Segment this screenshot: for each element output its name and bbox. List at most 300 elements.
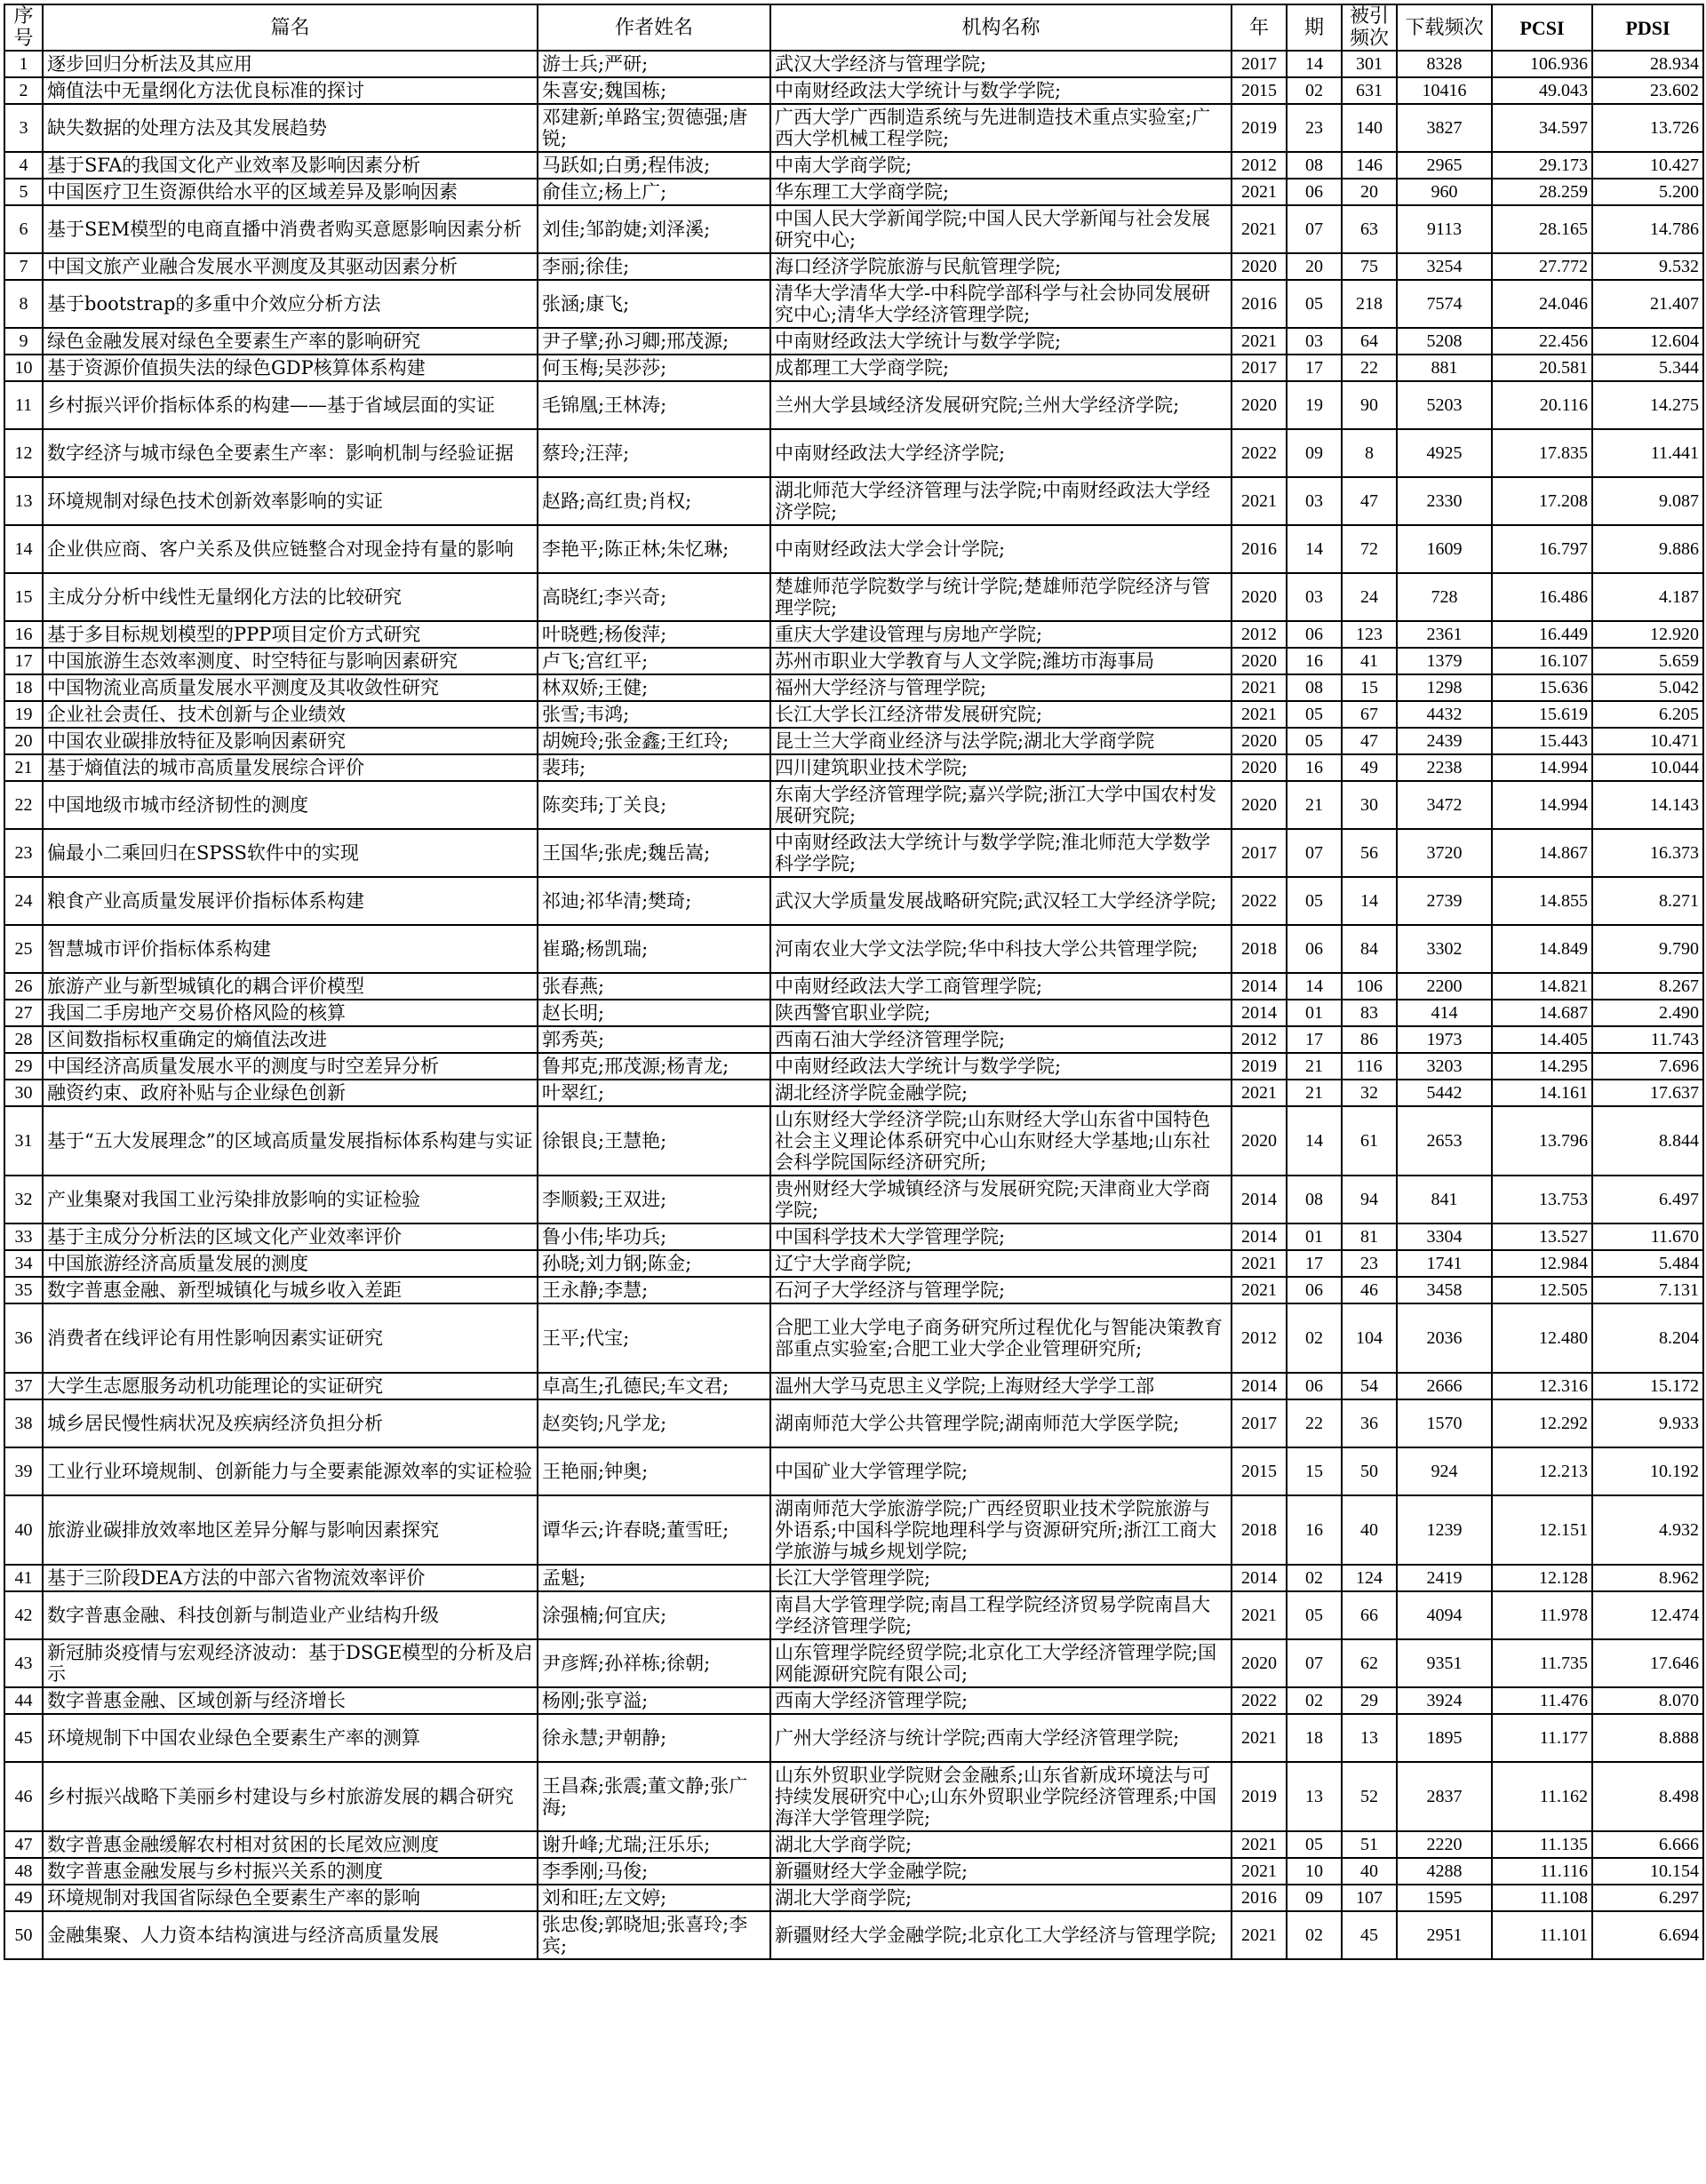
cell-issue: 17 [1287,1026,1342,1053]
cell-org: 中南财经政法大学工商管理学院; [770,973,1232,1000]
table-row [4,1277,1703,1303]
cell-org: 中国矿业大学管理学院; [770,1447,1232,1495]
cell-authors: 张春燕; [538,973,770,1000]
cell-title: 融资约束、政府补贴与企业绿色创新 [43,1080,538,1106]
cell-title: 中国文旅产业融合发展水平测度及其驱动因素分析 [43,253,538,280]
cell-issue: 05 [1287,280,1342,328]
cell-cited: 40 [1342,1495,1397,1565]
header-row [4,4,1703,51]
cell-issue: 15 [1287,1447,1342,1495]
cell-org: 山东管理学院经贸学院;北京化工大学经济管理学院;国网能源研究院有限公司; [770,1639,1232,1687]
cell-org: 湖北大学商学院; [770,1831,1232,1858]
cell-year: 2017 [1232,51,1287,77]
cell-title: 中国农业碳排放特征及影响因素研究 [43,728,538,754]
table-row [4,973,1703,1000]
cell-year: 2021 [1232,1911,1287,1959]
cell-issue: 05 [1287,701,1342,728]
cell-title: 熵值法中无量纲化方法优良标准的探讨 [43,77,538,104]
cell-year: 2021 [1232,179,1287,205]
cell-issue: 02 [1287,1303,1342,1373]
cell-title: 数字普惠金融发展与乡村振兴关系的测度 [43,1858,538,1885]
cell-pcsi: 16.107 [1492,648,1592,674]
cell-downloads: 3203 [1397,1053,1492,1080]
table-row [4,701,1703,728]
cell-title: 中国经济高质量发展水平的测度与时空差异分析 [43,1053,538,1080]
cell-authors: 赵长明; [538,1000,770,1026]
cell-authors: 叶晓甦;杨俊萍; [538,621,770,648]
cell-no: 15 [4,573,43,621]
cell-org: 湖南师范大学公共管理学院;湖南师范大学医学院; [770,1399,1232,1447]
cell-no: 2 [4,77,43,104]
cell-title: 基于三阶段DEA方法的中部六省物流效率评价 [43,1565,538,1591]
cell-pcsi: 15.636 [1492,674,1592,701]
cell-year: 2021 [1232,1250,1287,1277]
cell-cited: 47 [1342,477,1397,525]
table-row [4,621,1703,648]
cell-authors: 卢飞;宫红平; [538,648,770,674]
table-row [4,152,1703,179]
cell-no: 32 [4,1176,43,1224]
cell-org: 中国科学技术大学管理学院; [770,1224,1232,1250]
cell-title: 缺失数据的处理方法及其发展趋势 [43,104,538,152]
cell-no: 11 [4,381,43,429]
cell-pcsi: 12.505 [1492,1277,1592,1303]
cell-title: 数字经济与城市绿色全要素生产率：影响机制与经验证据 [43,429,538,477]
cell-cited: 62 [1342,1639,1397,1687]
cell-authors: 陈奕玮;丁关良; [538,781,770,829]
cell-pcsi: 16.486 [1492,573,1592,621]
cell-no: 10 [4,355,43,381]
cell-issue: 07 [1287,1639,1342,1687]
cell-pdsi: 13.726 [1592,104,1703,152]
cell-pdsi: 12.474 [1592,1591,1703,1639]
cell-authors: 鲁小伟;毕功兵; [538,1224,770,1250]
cell-cited: 30 [1342,781,1397,829]
cell-year: 2018 [1232,1495,1287,1565]
cell-pdsi: 11.441 [1592,429,1703,477]
cell-pdsi: 8.271 [1592,877,1703,925]
cell-cited: 94 [1342,1176,1397,1224]
cell-year: 2021 [1232,1080,1287,1106]
cell-year: 2021 [1232,328,1287,355]
cell-year: 2020 [1232,1639,1287,1687]
cell-no: 20 [4,728,43,754]
cell-org: 长江大学长江经济带发展研究院; [770,701,1232,728]
cell-downloads: 2439 [1397,728,1492,754]
cell-issue: 02 [1287,1565,1342,1591]
cell-pcsi: 34.597 [1492,104,1592,152]
cell-authors: 游士兵;严研; [538,51,770,77]
cell-pcsi: 13.527 [1492,1224,1592,1250]
cell-title: 基于多目标规划模型的PPP项目定价方式研究 [43,621,538,648]
cell-downloads: 3924 [1397,1687,1492,1714]
cell-no: 26 [4,973,43,1000]
cell-pdsi: 2.490 [1592,1000,1703,1026]
cell-downloads: 4094 [1397,1591,1492,1639]
cell-pdsi: 6.694 [1592,1911,1703,1959]
cell-pcsi: 14.821 [1492,973,1592,1000]
table-row [4,829,1703,877]
cell-downloads: 3827 [1397,104,1492,152]
cell-pcsi: 22.456 [1492,328,1592,355]
cell-year: 2012 [1232,1303,1287,1373]
header-authors: 作者姓名 [538,4,770,51]
cell-authors: 卓高生;孔德民;车文君; [538,1373,770,1399]
cell-pdsi: 8.498 [1592,1762,1703,1831]
cell-issue: 05 [1287,728,1342,754]
cell-year: 2021 [1232,1591,1287,1639]
cell-issue: 16 [1287,648,1342,674]
cell-pdsi: 12.604 [1592,328,1703,355]
cell-cited: 631 [1342,77,1397,104]
cell-year: 2019 [1232,104,1287,152]
cell-org: 河南农业大学文法学院;华中科技大学公共管理学院; [770,925,1232,973]
table-row [4,1106,1703,1176]
cell-cited: 63 [1342,205,1397,253]
cell-cited: 301 [1342,51,1397,77]
cell-cited: 72 [1342,525,1397,573]
cell-no: 9 [4,328,43,355]
cell-no: 48 [4,1858,43,1885]
cell-title: 数字普惠金融、新型城镇化与城乡收入差距 [43,1277,538,1303]
table-row [4,1885,1703,1911]
cell-pdsi: 10.471 [1592,728,1703,754]
cell-org: 湖北经济学院金融学院; [770,1080,1232,1106]
table-row [4,477,1703,525]
cell-issue: 02 [1287,1911,1342,1959]
cell-cited: 13 [1342,1714,1397,1762]
cell-issue: 13 [1287,1762,1342,1831]
cell-cited: 218 [1342,280,1397,328]
cell-authors: 何玉梅;吴莎莎; [538,355,770,381]
cell-org: 山东外贸职业学院财会金融系;山东省新成环境法与可持续发展研究中心;山东外贸职业学院经济管理系;中国海洋大学管理学院; [770,1762,1232,1831]
cell-title: 基于bootstrap的多重中介效应分析方法 [43,280,538,328]
cell-title: 基于SFA的我国文化产业效率及影响因素分析 [43,152,538,179]
cell-cited: 81 [1342,1224,1397,1250]
table-row [4,1687,1703,1714]
cell-no: 3 [4,104,43,152]
cell-authors: 俞佳立;杨上广; [538,179,770,205]
cell-cited: 24 [1342,573,1397,621]
cell-cited: 29 [1342,1687,1397,1714]
cell-cited: 14 [1342,877,1397,925]
cell-org: 重庆大学建设管理与房地产学院; [770,621,1232,648]
cell-title: 消费者在线评论有用性影响因素实证研究 [43,1303,538,1373]
cell-pcsi: 14.687 [1492,1000,1592,1026]
cell-no: 23 [4,829,43,877]
cell-issue: 22 [1287,1399,1342,1447]
cell-downloads: 2238 [1397,754,1492,781]
cell-cited: 146 [1342,152,1397,179]
cell-downloads: 3254 [1397,253,1492,280]
cell-pcsi: 11.135 [1492,1831,1592,1858]
cell-pcsi: 28.165 [1492,205,1592,253]
cell-cited: 22 [1342,355,1397,381]
cell-no: 1 [4,51,43,77]
cell-issue: 19 [1287,381,1342,429]
cell-downloads: 2419 [1397,1565,1492,1591]
cell-cited: 36 [1342,1399,1397,1447]
cell-pdsi: 5.484 [1592,1250,1703,1277]
cell-pcsi: 12.151 [1492,1495,1592,1565]
cell-authors: 尹彦辉;孙祥栋;徐朝; [538,1639,770,1687]
cell-pcsi: 106.936 [1492,51,1592,77]
cell-pdsi: 10.427 [1592,152,1703,179]
cell-title: 中国物流业高质量发展水平测度及其收敛性研究 [43,674,538,701]
cell-no: 14 [4,525,43,573]
table-row [4,648,1703,674]
cell-issue: 14 [1287,525,1342,573]
cell-downloads: 2220 [1397,1831,1492,1858]
cell-pcsi: 14.161 [1492,1080,1592,1106]
cell-pdsi: 7.696 [1592,1053,1703,1080]
cell-downloads: 2837 [1397,1762,1492,1831]
cell-org: 东南大学经济管理学院;嘉兴学院;浙江大学中国农村发展研究院; [770,781,1232,829]
cell-cited: 20 [1342,179,1397,205]
cell-cited: 23 [1342,1250,1397,1277]
cell-pcsi: 11.162 [1492,1762,1592,1831]
cell-issue: 23 [1287,104,1342,152]
cell-authors: 李丽;徐佳; [538,253,770,280]
cell-issue: 06 [1287,621,1342,648]
cell-issue: 03 [1287,573,1342,621]
cell-cited: 56 [1342,829,1397,877]
header-cited: 被引频次 [1342,4,1397,51]
cell-pdsi: 14.143 [1592,781,1703,829]
cell-year: 2021 [1232,1277,1287,1303]
cell-cited: 49 [1342,754,1397,781]
cell-pdsi: 8.204 [1592,1303,1703,1373]
cell-downloads: 4432 [1397,701,1492,728]
cell-downloads: 2739 [1397,877,1492,925]
cell-cited: 51 [1342,1831,1397,1858]
cell-no: 38 [4,1399,43,1447]
cell-no: 29 [4,1053,43,1080]
cell-no: 39 [4,1447,43,1495]
cell-pcsi: 12.213 [1492,1447,1592,1495]
cell-pdsi: 9.532 [1592,253,1703,280]
cell-authors: 叶翠红; [538,1080,770,1106]
cell-pdsi: 8.070 [1592,1687,1703,1714]
table-header [4,4,1703,51]
cell-title: 企业社会责任、技术创新与企业绩效 [43,701,538,728]
cell-pdsi: 6.497 [1592,1176,1703,1224]
cell-year: 2022 [1232,877,1287,925]
cell-pcsi: 13.796 [1492,1106,1592,1176]
table-row [4,781,1703,829]
cell-pcsi: 27.772 [1492,253,1592,280]
cell-title: 大学生志愿服务动机功能理论的实证研究 [43,1373,538,1399]
cell-issue: 14 [1287,973,1342,1000]
cell-no: 37 [4,1373,43,1399]
cell-no: 42 [4,1591,43,1639]
cell-no: 27 [4,1000,43,1026]
cell-pcsi: 15.619 [1492,701,1592,728]
cell-pdsi: 11.743 [1592,1026,1703,1053]
cell-year: 2020 [1232,381,1287,429]
cell-org: 昆士兰大学商业经济与法学院;湖北大学商学院 [770,728,1232,754]
cell-pcsi: 14.867 [1492,829,1592,877]
header-org: 机构名称 [770,4,1232,51]
cell-cited: 61 [1342,1106,1397,1176]
cell-year: 2020 [1232,253,1287,280]
cell-issue: 17 [1287,1250,1342,1277]
cell-cited: 106 [1342,973,1397,1000]
cell-org: 中南大学商学院; [770,152,1232,179]
cell-no: 30 [4,1080,43,1106]
cell-authors: 鲁邦克;邢茂源;杨青龙; [538,1053,770,1080]
cell-downloads: 924 [1397,1447,1492,1495]
cell-pcsi: 17.835 [1492,429,1592,477]
cell-authors: 张涵;康飞; [538,280,770,328]
cell-no: 17 [4,648,43,674]
cell-authors: 杨刚;张亨溢; [538,1687,770,1714]
cell-org: 湖北师范大学经济管理与法学院;中南财经政法大学经济学院; [770,477,1232,525]
cell-year: 2019 [1232,1762,1287,1831]
cell-authors: 孟魁; [538,1565,770,1591]
cell-pcsi: 20.581 [1492,355,1592,381]
cell-authors: 徐永慧;尹朝静; [538,1714,770,1762]
table-row [4,280,1703,328]
ranking-table-container [4,4,1702,1960]
table-row [4,205,1703,253]
cell-title: 乡村振兴评价指标体系的构建——基于省域层面的实证 [43,381,538,429]
cell-year: 2015 [1232,1447,1287,1495]
cell-cited: 8 [1342,429,1397,477]
cell-pdsi: 23.602 [1592,77,1703,104]
cell-org: 楚雄师范学院数学与统计学院;楚雄师范学院经济与管理学院; [770,573,1232,621]
cell-downloads: 2666 [1397,1373,1492,1399]
table-row [4,877,1703,925]
cell-pdsi: 16.373 [1592,829,1703,877]
cell-title: 中国旅游经济高质量发展的测度 [43,1250,538,1277]
cell-issue: 21 [1287,781,1342,829]
cell-cited: 15 [1342,674,1397,701]
cell-issue: 01 [1287,1000,1342,1026]
table-row [4,1250,1703,1277]
cell-issue: 14 [1287,51,1342,77]
cell-org: 长江大学管理学院; [770,1565,1232,1591]
cell-year: 2020 [1232,754,1287,781]
cell-downloads: 3458 [1397,1277,1492,1303]
cell-year: 2014 [1232,1176,1287,1224]
cell-pdsi: 6.666 [1592,1831,1703,1858]
cell-pcsi: 14.855 [1492,877,1592,925]
cell-pdsi: 5.344 [1592,355,1703,381]
table-row [4,355,1703,381]
cell-cited: 66 [1342,1591,1397,1639]
cell-issue: 05 [1287,877,1342,925]
cell-issue: 08 [1287,674,1342,701]
cell-year: 2020 [1232,573,1287,621]
cell-downloads: 414 [1397,1000,1492,1026]
cell-org: 广州大学经济与统计学院;西南大学经济管理学院; [770,1714,1232,1762]
cell-authors: 蔡玲;汪萍; [538,429,770,477]
cell-pcsi: 14.405 [1492,1026,1592,1053]
cell-org: 合肥工业大学电子商务研究所过程优化与智能决策教育部重点实验室;合肥工业大学企业管理研究所; [770,1303,1232,1373]
cell-pdsi: 8.844 [1592,1106,1703,1176]
cell-no: 18 [4,674,43,701]
cell-title: 数字普惠金融、区域创新与经济增长 [43,1687,538,1714]
cell-title: 工业行业环境规制、创新能力与全要素能源效率的实证检验 [43,1447,538,1495]
table-row [4,728,1703,754]
cell-no: 45 [4,1714,43,1762]
table-row [4,1591,1703,1639]
cell-org: 兰州大学县域经济发展研究院;兰州大学经济学院; [770,381,1232,429]
table-row [4,1026,1703,1053]
cell-cited: 50 [1342,1447,1397,1495]
cell-authors: 尹子擘;孙习卿;邢茂源; [538,328,770,355]
cell-title: 中国地级市城市经济韧性的测度 [43,781,538,829]
cell-issue: 01 [1287,1224,1342,1250]
table-row [4,429,1703,477]
cell-pdsi: 10.154 [1592,1858,1703,1885]
cell-pcsi: 24.046 [1492,280,1592,328]
cell-no: 33 [4,1224,43,1250]
cell-downloads: 2036 [1397,1303,1492,1373]
cell-authors: 邓建新;单路宝;贺德强;唐锐; [538,104,770,152]
cell-year: 2017 [1232,355,1287,381]
cell-authors: 李顺毅;王双进; [538,1176,770,1224]
table-row [4,1714,1703,1762]
cell-issue: 06 [1287,1277,1342,1303]
cell-authors: 徐银良;王慧艳; [538,1106,770,1176]
cell-pdsi: 5.200 [1592,179,1703,205]
cell-no: 16 [4,621,43,648]
cell-cited: 124 [1342,1565,1397,1591]
cell-downloads: 1595 [1397,1885,1492,1911]
cell-org: 中国人民大学新闻学院;中国人民大学新闻与社会发展研究中心; [770,205,1232,253]
cell-cited: 116 [1342,1053,1397,1080]
cell-authors: 刘佳;邹韵婕;刘泽溪; [538,205,770,253]
cell-year: 2015 [1232,77,1287,104]
cell-org: 湖北大学商学院; [770,1885,1232,1911]
cell-year: 2016 [1232,1885,1287,1911]
cell-title: 环境规制对绿色技术创新效率影响的实证 [43,477,538,525]
cell-downloads: 1570 [1397,1399,1492,1447]
table-row [4,1303,1703,1373]
cell-downloads: 1895 [1397,1714,1492,1762]
cell-cited: 75 [1342,253,1397,280]
cell-org: 中南财经政法大学统计与数学学院; [770,1053,1232,1080]
cell-pcsi: 11.116 [1492,1858,1592,1885]
cell-org: 西南石油大学经济管理学院; [770,1026,1232,1053]
cell-org: 山东财经大学经济学院;山东财经大学山东省中国特色社会主义理论体系研究中心山东财经大学基地;山东社会科学院国际经济研究所; [770,1106,1232,1176]
cell-org: 武汉大学经济与管理学院; [770,51,1232,77]
cell-downloads: 960 [1397,179,1492,205]
cell-year: 2021 [1232,1831,1287,1858]
cell-year: 2022 [1232,429,1287,477]
cell-pcsi: 14.295 [1492,1053,1592,1080]
cell-pcsi: 11.978 [1492,1591,1592,1639]
cell-org: 新疆财经大学金融学院; [770,1858,1232,1885]
cell-authors: 谭华云;许春晓;董雪旺; [538,1495,770,1565]
cell-org: 温州大学马克思主义学院;上海财经大学学工部 [770,1373,1232,1399]
cell-org: 广西大学广西制造系统与先进制造技术重点实验室;广西大学机械工程学院; [770,104,1232,152]
cell-downloads: 4288 [1397,1858,1492,1885]
table-row [4,51,1703,77]
cell-pdsi: 10.044 [1592,754,1703,781]
cell-org: 中南财经政法大学会计学院; [770,525,1232,573]
cell-title: 逐步回归分析法及其应用 [43,51,538,77]
cell-authors: 林双娇;王健; [538,674,770,701]
cell-pdsi: 10.192 [1592,1447,1703,1495]
table-row [4,1224,1703,1250]
cell-no: 13 [4,477,43,525]
cell-title: 城乡居民慢性病状况及疾病经济负担分析 [43,1399,538,1447]
cell-year: 2020 [1232,648,1287,674]
cell-issue: 08 [1287,1176,1342,1224]
